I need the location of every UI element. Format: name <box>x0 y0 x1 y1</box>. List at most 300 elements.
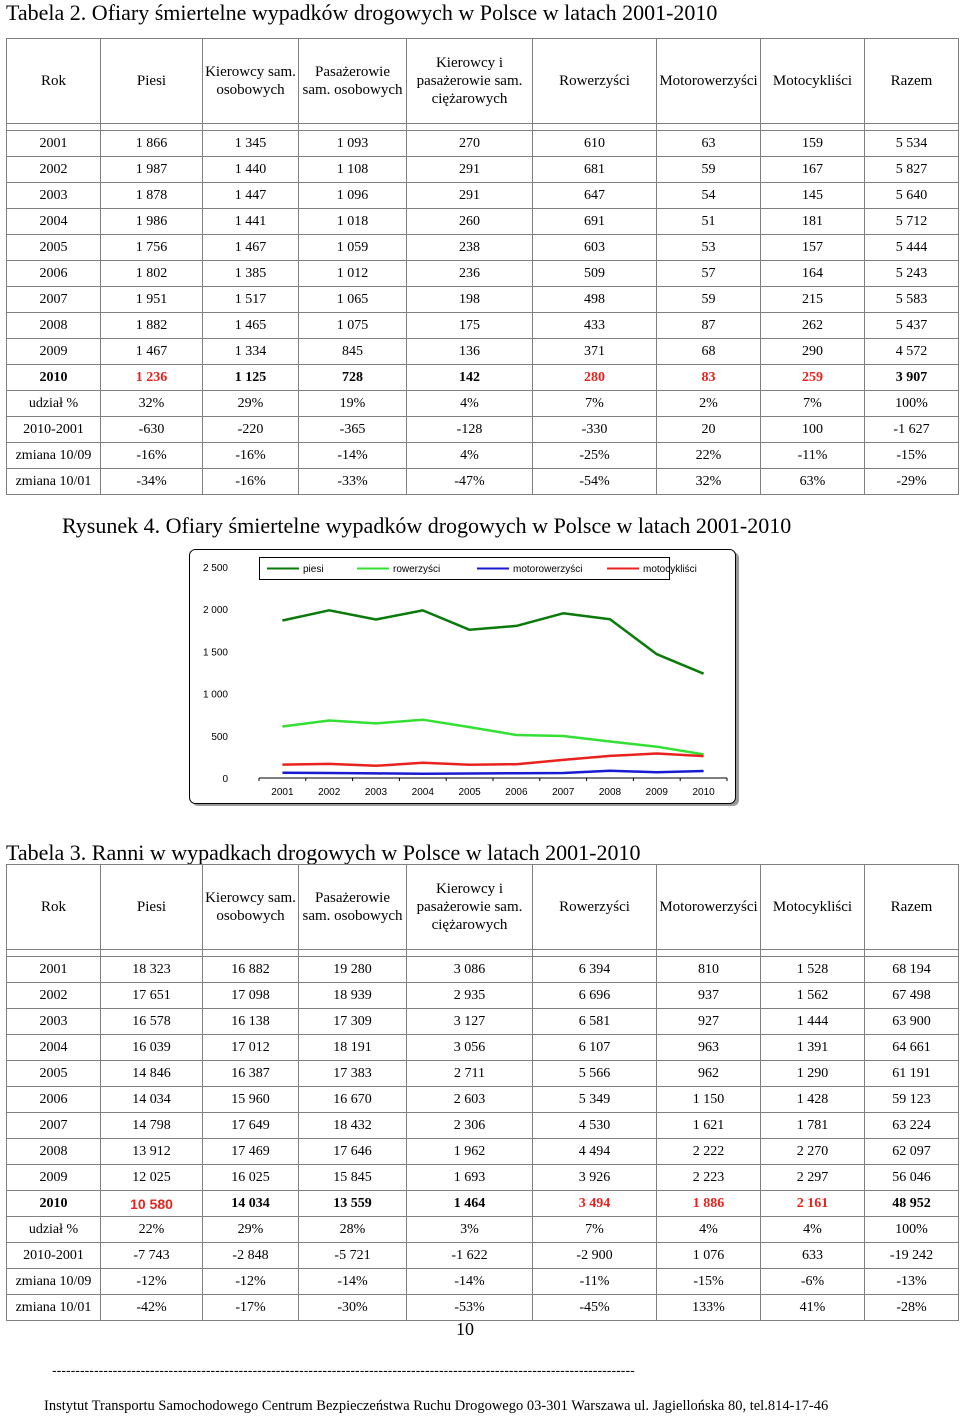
table-cell: -54% <box>533 469 657 495</box>
table-cell: 159 <box>761 131 865 157</box>
col-header-rok: Rok <box>7 865 101 950</box>
table-cell: -220 <box>203 417 299 443</box>
table-cell: 13 912 <box>101 1139 203 1165</box>
table-cell: -15% <box>657 1269 761 1295</box>
table-cell: 2 222 <box>657 1139 761 1165</box>
table-cell: 16 387 <box>203 1061 299 1087</box>
page-number: 10 <box>456 1319 474 1339</box>
table-cell: 59 <box>657 157 761 183</box>
figure-heading: Rysunek 4. Ofiary śmiertelne wypadków drogowych w Polsce w latach 2001-2010 <box>62 513 792 538</box>
spacer-cell <box>761 124 865 131</box>
table-row <box>7 209 959 235</box>
col-header-pasazerowie-osobowych: Pasażerowie sam. osobowych <box>299 865 407 950</box>
table-cell: 19 280 <box>299 957 407 983</box>
spacer-cell <box>657 950 761 957</box>
table-cell: 100% <box>865 391 959 417</box>
table-row <box>7 1191 959 1217</box>
table-row <box>7 1009 959 1035</box>
col-header-ciezarowych: Kierowcy i pasażerowie sam. ciężarowych <box>407 865 533 950</box>
spacer-cell <box>7 950 101 957</box>
x-tick-label: 2010 <box>692 787 715 798</box>
x-tick-label: 2003 <box>364 787 388 798</box>
table-cell: 1 093 <box>299 131 407 157</box>
table-row <box>7 261 959 287</box>
table-cell: -13% <box>865 1269 959 1295</box>
table-cell: 181 <box>761 209 865 235</box>
table-cell: 16 882 <box>203 957 299 983</box>
table2-body <box>7 124 959 495</box>
table-cell: 16 039 <box>101 1035 203 1061</box>
table3-injured <box>6 864 959 1321</box>
table-cell: 59 <box>657 287 761 313</box>
col-header-kierowcy-osobowych: Kierowcy sam. osobowych <box>203 865 299 950</box>
table-cell: 1 467 <box>101 339 203 365</box>
table-cell: 167 <box>761 157 865 183</box>
spacer-cell <box>407 950 533 957</box>
table-cell: 963 <box>657 1035 761 1061</box>
row-label-cell: 2002 <box>7 983 101 1009</box>
table-cell: -14% <box>299 1269 407 1295</box>
spacer-cell <box>203 124 299 131</box>
table-cell: 236 <box>407 261 533 287</box>
table-cell: -2 848 <box>203 1243 299 1269</box>
table-row <box>7 469 959 495</box>
table-cell: 2 935 <box>407 983 533 1009</box>
table-cell: 260 <box>407 209 533 235</box>
table-cell: 32% <box>101 391 203 417</box>
table-cell: 2 223 <box>657 1165 761 1191</box>
table-cell: -1 627 <box>865 417 959 443</box>
table-cell: 1 802 <box>101 261 203 287</box>
x-tick-label: 2006 <box>505 787 528 798</box>
row-label-cell: 2003 <box>7 1009 101 1035</box>
table-cell: 68 <box>657 339 761 365</box>
table-cell: 1 125 <box>203 365 299 391</box>
row-label-cell: 2005 <box>7 1061 101 1087</box>
table2-header-row <box>7 39 959 124</box>
table-cell: 509 <box>533 261 657 287</box>
table-cell: 691 <box>533 209 657 235</box>
table-cell: 1 878 <box>101 183 203 209</box>
header-spacer-row <box>7 950 959 957</box>
table-cell: 17 309 <box>299 1009 407 1035</box>
table-cell: -28% <box>865 1295 959 1321</box>
table-cell: 4% <box>407 391 533 417</box>
table-cell: 633 <box>761 1243 865 1269</box>
table-cell: 5 444 <box>865 235 959 261</box>
table-cell: -29% <box>865 469 959 495</box>
col-header-rok: Rok <box>7 39 101 124</box>
table-cell: 136 <box>407 339 533 365</box>
table-cell: 14 798 <box>101 1113 203 1139</box>
table-cell: 17 469 <box>203 1139 299 1165</box>
row-label-cell: 2004 <box>7 209 101 235</box>
table-cell: 6 696 <box>533 983 657 1009</box>
table-cell: 3 127 <box>407 1009 533 1035</box>
table-cell: 1 882 <box>101 313 203 339</box>
table-row <box>7 1165 959 1191</box>
x-tick-label: 2004 <box>411 787 434 798</box>
table-cell: 53 <box>657 235 761 261</box>
col-header-piesi: Piesi <box>101 865 203 950</box>
x-tick-label: 2007 <box>552 787 575 798</box>
table-cell: 133% <box>657 1295 761 1321</box>
table-cell: 16 670 <box>299 1087 407 1113</box>
table-cell: 14 034 <box>203 1191 299 1217</box>
table-cell: 22% <box>657 443 761 469</box>
legend-label: motocykliści <box>643 564 697 575</box>
table-cell: 1 693 <box>407 1165 533 1191</box>
table-cell: 16 578 <box>101 1009 203 1035</box>
table-cell: 18 939 <box>299 983 407 1009</box>
table-cell: 28% <box>299 1217 407 1243</box>
y-tick-label: 1 500 <box>202 647 228 659</box>
table-cell: 433 <box>533 313 657 339</box>
table-cell: 5 640 <box>865 183 959 209</box>
col-header-motocyklisci: Motocykliści <box>761 39 865 124</box>
table-cell: -11% <box>761 443 865 469</box>
y-tick-label: 1 000 <box>202 689 228 701</box>
legend-label: piesi <box>303 564 324 575</box>
row-label-cell: 2009 <box>7 339 101 365</box>
table3-body <box>7 950 959 1321</box>
spacer-cell <box>533 124 657 131</box>
footer-divider: ----------------------------------------------------------------------------------------------------------------------------- <box>52 1362 635 1378</box>
table3-header-row <box>7 865 959 950</box>
table-row <box>7 1217 959 1243</box>
table-cell: 1 334 <box>203 339 299 365</box>
table-cell: 157 <box>761 235 865 261</box>
table-cell: 1 065 <box>299 287 407 313</box>
spacer-cell <box>299 950 407 957</box>
table-cell: 2 297 <box>761 1165 865 1191</box>
table-cell: 280 <box>533 365 657 391</box>
table-cell: 17 383 <box>299 1061 407 1087</box>
table-cell: -11% <box>533 1269 657 1295</box>
table-cell: 291 <box>407 183 533 209</box>
spacer-cell <box>761 950 865 957</box>
col-header-rowerzysci: Rowerzyści <box>533 865 657 950</box>
row-label-cell: 2006 <box>7 261 101 287</box>
table-cell: 2 306 <box>407 1113 533 1139</box>
table-cell: -14% <box>407 1269 533 1295</box>
page-footer: Instytut Transportu Samochodowego Centrum Bezpieczeństwa Ruchu Drogowego 03-301 Warszawa ul. Jagiellońska 80, tel.814-17-46 <box>44 1398 829 1414</box>
table-cell: 17 098 <box>203 983 299 1009</box>
table-cell: 67 498 <box>865 983 959 1009</box>
table-cell: -5 721 <box>299 1243 407 1269</box>
table-cell: -47% <box>407 469 533 495</box>
row-label-cell: 2010-2001 <box>7 1243 101 1269</box>
table-cell: 15 960 <box>203 1087 299 1113</box>
row-label-cell: udział % <box>7 1217 101 1243</box>
row-label-cell: 2004 <box>7 1035 101 1061</box>
table-cell: 12 025 <box>101 1165 203 1191</box>
spacer-cell <box>203 950 299 957</box>
table-cell: 63 900 <box>865 1009 959 1035</box>
row-label-cell: zmiana 10/09 <box>7 1269 101 1295</box>
table-cell: 15 845 <box>299 1165 407 1191</box>
table-cell: -6% <box>761 1269 865 1295</box>
row-label-cell: 2010 <box>7 1191 101 1217</box>
col-header-motocyklisci: Motocykliści <box>761 865 865 950</box>
table-cell: 51 <box>657 209 761 235</box>
table-cell: 4 530 <box>533 1113 657 1139</box>
table-cell: 1 441 <box>203 209 299 235</box>
table-cell: 1 886 <box>657 1191 761 1217</box>
table3-heading: Tabela 3. Ranni w wypadkach drogowych w Polsce w latach 2001-2010 <box>6 840 641 865</box>
spacer-cell <box>657 124 761 131</box>
table-cell: 291 <box>407 157 533 183</box>
table-cell: 498 <box>533 287 657 313</box>
table-row <box>7 157 959 183</box>
table-cell: 1 528 <box>761 957 865 983</box>
table-cell: 18 432 <box>299 1113 407 1139</box>
table-row <box>7 1087 959 1113</box>
table-cell: 1 076 <box>657 1243 761 1269</box>
table-cell: 3% <box>407 1217 533 1243</box>
table-cell: 5 827 <box>865 157 959 183</box>
table-cell: 1 012 <box>299 261 407 287</box>
table-row <box>7 313 959 339</box>
table-cell: 18 191 <box>299 1035 407 1061</box>
table-cell: -630 <box>101 417 203 443</box>
table-row <box>7 287 959 313</box>
table-cell: 16 138 <box>203 1009 299 1035</box>
table-cell: 54 <box>657 183 761 209</box>
table-cell: 1 385 <box>203 261 299 287</box>
spacer-cell <box>101 124 203 131</box>
table-cell: 937 <box>657 983 761 1009</box>
table-row <box>7 131 959 157</box>
table-cell: -12% <box>203 1269 299 1295</box>
table-cell: 1 517 <box>203 287 299 313</box>
y-tick-label: 500 <box>211 731 228 743</box>
table-cell: -33% <box>299 469 407 495</box>
table-row <box>7 1243 959 1269</box>
table-cell: -34% <box>101 469 203 495</box>
table-cell: -45% <box>533 1295 657 1321</box>
table-cell: 1 018 <box>299 209 407 235</box>
table-cell: 1 962 <box>407 1139 533 1165</box>
table-cell: 142 <box>407 365 533 391</box>
table-cell: -30% <box>299 1295 407 1321</box>
table-cell: 145 <box>761 183 865 209</box>
table-cell: 681 <box>533 157 657 183</box>
spacer-cell <box>101 950 203 957</box>
table-cell: 3 494 <box>533 1191 657 1217</box>
table-cell: 59 123 <box>865 1087 959 1113</box>
table-cell: 2 270 <box>761 1139 865 1165</box>
legend-label: motorowerzyści <box>513 564 583 575</box>
table-cell: 7% <box>533 391 657 417</box>
table-cell: 270 <box>407 131 533 157</box>
table-cell: 17 646 <box>299 1139 407 1165</box>
table-cell: 5 534 <box>865 131 959 157</box>
table-cell: 1 756 <box>101 235 203 261</box>
x-tick-label: 2008 <box>598 787 622 798</box>
table-cell: 16 025 <box>203 1165 299 1191</box>
table-cell: 1 059 <box>299 235 407 261</box>
table-cell: -53% <box>407 1295 533 1321</box>
table-cell: 1 951 <box>101 287 203 313</box>
x-tick-label: 2002 <box>318 787 341 798</box>
table-cell: 7% <box>533 1217 657 1243</box>
col-header-piesi: Piesi <box>101 39 203 124</box>
table-cell: -7 743 <box>101 1243 203 1269</box>
table-cell: -25% <box>533 443 657 469</box>
table-cell: 5 583 <box>865 287 959 313</box>
table-cell: -16% <box>101 443 203 469</box>
table-row <box>7 1139 959 1165</box>
table-cell: -365 <box>299 417 407 443</box>
spacer-cell <box>407 124 533 131</box>
table-cell: 1 465 <box>203 313 299 339</box>
table-cell: 32% <box>657 469 761 495</box>
table-cell: 14 034 <box>101 1087 203 1113</box>
table-cell: 63% <box>761 469 865 495</box>
table-cell: 41% <box>761 1295 865 1321</box>
table-cell: 3 907 <box>865 365 959 391</box>
table-cell: 1 447 <box>203 183 299 209</box>
table-cell: 1 290 <box>761 1061 865 1087</box>
table-cell: 1 075 <box>299 313 407 339</box>
row-label-cell: 2009 <box>7 1165 101 1191</box>
table-cell: 7% <box>761 391 865 417</box>
table-cell: 3 926 <box>533 1165 657 1191</box>
spacer-cell <box>865 950 959 957</box>
table-row <box>7 417 959 443</box>
table-row <box>7 443 959 469</box>
y-tick-label: 2 500 <box>202 563 228 574</box>
table-cell: 18 323 <box>101 957 203 983</box>
table2-fatalities <box>6 38 959 495</box>
table-cell: 1 986 <box>101 209 203 235</box>
table-cell: 1 562 <box>761 983 865 1009</box>
table-cell: 19% <box>299 391 407 417</box>
table-cell: 13 559 <box>299 1191 407 1217</box>
table-cell: 5 566 <box>533 1061 657 1087</box>
table-cell: 1 467 <box>203 235 299 261</box>
table-cell: 1 150 <box>657 1087 761 1113</box>
table-cell: -2 900 <box>533 1243 657 1269</box>
table-cell: 810 <box>657 957 761 983</box>
table-cell: 64 661 <box>865 1035 959 1061</box>
table-cell: -15% <box>865 443 959 469</box>
table-cell: 14 846 <box>101 1061 203 1087</box>
table-cell: 17 651 <box>101 983 203 1009</box>
y-tick-label: 2 000 <box>202 605 228 617</box>
table-cell: 845 <box>299 339 407 365</box>
row-label-cell: 2001 <box>7 957 101 983</box>
table-cell: 371 <box>533 339 657 365</box>
table-cell: 3 086 <box>407 957 533 983</box>
table2-heading: Tabela 2. Ofiary śmiertelne wypadków drogowych w Polsce w latach 2001-2010 <box>6 0 718 25</box>
table-cell: 238 <box>407 235 533 261</box>
row-label-cell: 2006 <box>7 1087 101 1113</box>
table-cell: -128 <box>407 417 533 443</box>
table-cell: 215 <box>761 287 865 313</box>
table-cell: 4% <box>761 1217 865 1243</box>
table-row <box>7 983 959 1009</box>
table-cell: 1 440 <box>203 157 299 183</box>
row-label-cell: 2008 <box>7 1139 101 1165</box>
x-tick-label: 2009 <box>645 787 668 798</box>
table-cell: 1 781 <box>761 1113 865 1139</box>
row-label-cell: 2002 <box>7 157 101 183</box>
table-row <box>7 1035 959 1061</box>
col-header-kierowcy-osobowych: Kierowcy sam. osobowych <box>203 39 299 124</box>
row-label-cell: 2001 <box>7 131 101 157</box>
table-cell: 1 866 <box>101 131 203 157</box>
table-cell: 2 161 <box>761 1191 865 1217</box>
table-cell: 48 952 <box>865 1191 959 1217</box>
row-label-cell: udział % <box>7 391 101 417</box>
table-cell: -16% <box>203 469 299 495</box>
table-cell: 962 <box>657 1061 761 1087</box>
table-cell: 63 224 <box>865 1113 959 1139</box>
table-cell: 29% <box>203 391 299 417</box>
table-cell: -14% <box>299 443 407 469</box>
spacer-cell <box>299 124 407 131</box>
col-header-rowerzysci: Rowerzyści <box>533 39 657 124</box>
col-header-motorowerzysci: Motorowerzyści <box>657 39 761 124</box>
table-cell: 68 194 <box>865 957 959 983</box>
table-cell: 175 <box>407 313 533 339</box>
table-cell: 2% <box>657 391 761 417</box>
table-cell: 164 <box>761 261 865 287</box>
table-row <box>7 1295 959 1321</box>
table-cell: 603 <box>533 235 657 261</box>
table-cell: -19 242 <box>865 1243 959 1269</box>
table-cell: 1 391 <box>761 1035 865 1061</box>
legend-label: rowerzyści <box>393 564 441 575</box>
col-header-pasazerowie-osobowych: Pasażerowie sam. osobowych <box>299 39 407 124</box>
table-row <box>7 235 959 261</box>
table-cell: -330 <box>533 417 657 443</box>
table-cell: 22% <box>101 1217 203 1243</box>
table-cell: 927 <box>657 1009 761 1035</box>
table-row <box>7 1061 959 1087</box>
table-cell: 2 711 <box>407 1061 533 1087</box>
table-cell: 5 712 <box>865 209 959 235</box>
table-cell: 5 349 <box>533 1087 657 1113</box>
table-cell: 20 <box>657 417 761 443</box>
table-cell: 3 056 <box>407 1035 533 1061</box>
table-cell: 5 437 <box>865 313 959 339</box>
table-row <box>7 1113 959 1139</box>
table-cell: 63 <box>657 131 761 157</box>
col-header-motorowerzysci: Motorowerzyści <box>657 865 761 950</box>
table-cell: 4% <box>657 1217 761 1243</box>
table-cell: 100 <box>761 417 865 443</box>
table-cell: 610 <box>533 131 657 157</box>
row-label-cell: zmiana 10/09 <box>7 443 101 469</box>
table-cell: 6 394 <box>533 957 657 983</box>
spacer-cell <box>7 124 101 131</box>
table-cell: -12% <box>101 1269 203 1295</box>
table-cell: 10 580 <box>101 1191 203 1217</box>
table-cell: 290 <box>761 339 865 365</box>
table-cell: -1 622 <box>407 1243 533 1269</box>
table-cell: 1 345 <box>203 131 299 157</box>
spacer-cell <box>865 124 959 131</box>
table-cell: 1 621 <box>657 1113 761 1139</box>
table-cell: 100% <box>865 1217 959 1243</box>
row-label-cell: zmiana 10/01 <box>7 469 101 495</box>
table-cell: 17 012 <box>203 1035 299 1061</box>
table-cell: -17% <box>203 1295 299 1321</box>
table-row <box>7 1269 959 1295</box>
